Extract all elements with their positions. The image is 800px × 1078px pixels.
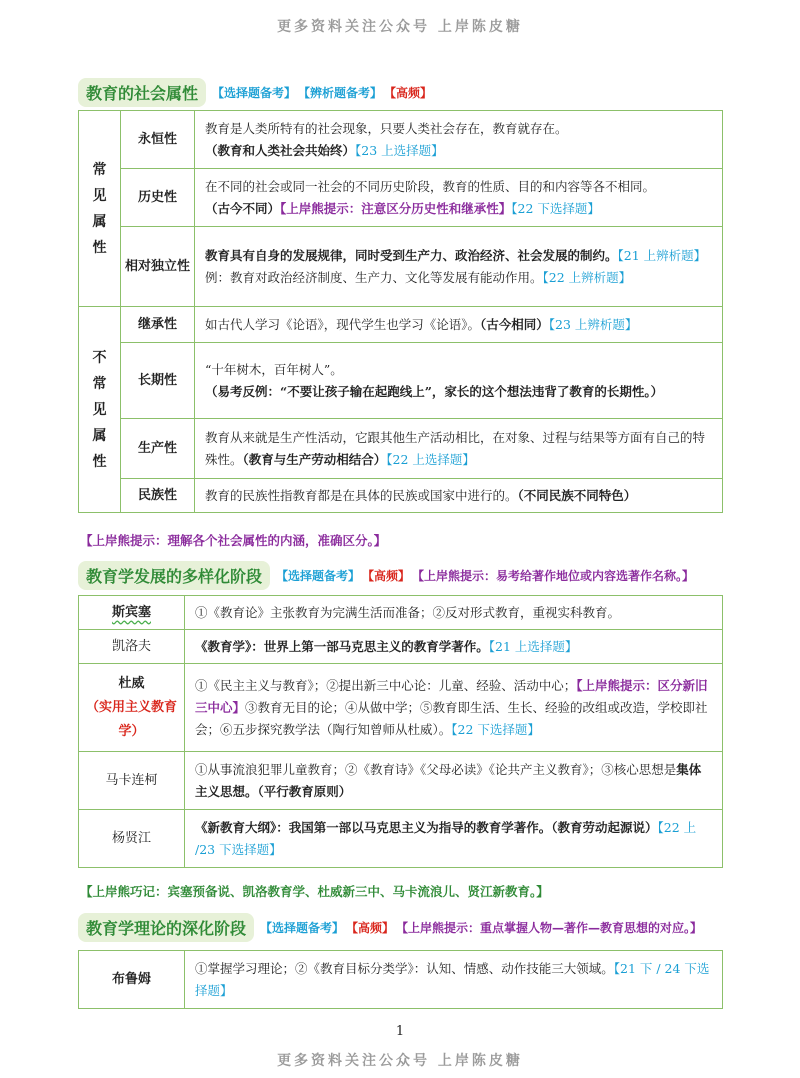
person-desc: 《教育学》：世界上第一部马克思主义的教育学著作。【21 上选择题】: [185, 630, 723, 664]
table-row: [79, 596, 723, 630]
person-name: 杨贤江: [79, 810, 185, 868]
table-row: [79, 664, 723, 752]
tag-tip: 【上岸熊提示：重点掌握人物—著作—教育思想的对应。】: [396, 921, 703, 935]
table-row: [79, 951, 723, 1009]
category-uncommon: 不 常 见 属 性: [79, 307, 121, 513]
attr-desc: 教育的民族性指教育都是在具体的民族或国家中进行的。（不同民族不同特色）: [195, 479, 723, 513]
table-row: [79, 810, 723, 868]
section-diversification-header: [78, 561, 696, 590]
section-social-attributes-header: [78, 78, 434, 107]
attr-desc: 教育具有自身的发展规律，同时受到生产力、政治经济、社会发展的制约。【21 上辨析题】 例：教育对政治经济制度、生产力、文化等发展有能动作用。【22 上辨析题】: [195, 227, 723, 307]
attr-desc: “十年树木，百年树人”。 （易考反例：“不要让孩子输在起跑线上”，家长的这个想法违背了教育的长期性。）: [195, 343, 723, 419]
table-row: [79, 169, 723, 227]
tag-choice: 【选择题备考】: [260, 921, 345, 935]
person-desc: ①掌握学习理论；②《教育目标分类学》：认知、情感、动作技能三大领域。【21 下 / 24 下选择题】: [185, 951, 723, 1009]
section-deepening-header: [78, 913, 704, 942]
table-row: [79, 111, 723, 169]
tag-choice: 【选择题备考】: [276, 569, 361, 583]
table-row: [79, 307, 723, 343]
table-row: [79, 630, 723, 664]
header-banner: 更多资料关注公众号 上岸陈皮糖: [277, 19, 523, 35]
person-desc: ①从事流浪犯罪儿童教育；②《教育诗》《父母必读》《论共产主义教育》；③核心思想是集体主义思想。（平行教育原则）: [185, 752, 723, 810]
section2-note: 【上岸熊巧记：宾塞预备说、凯洛教育学、杜威新三中、马卡流浪儿、贤江新教育。】: [80, 884, 549, 899]
category-common: 常 见 属 性: [79, 111, 121, 307]
tag-high-frequency: 【高频】: [384, 86, 433, 100]
attr-name: 继承性: [121, 307, 195, 343]
attr-desc: 教育从来就是生产性活动，它跟其他生产活动相比，在对象、过程与结果等方面有自己的特殊性。（教育与生产劳动相结合）【22 上选择题】: [195, 419, 723, 479]
person-name: 杜威 （实用主义教育学）: [79, 664, 185, 752]
person-desc: 《新教育大纲》：我国第一部以马克思主义为指导的教育学著作。（教育劳动起源说）【22 上 /23 下选择题】: [185, 810, 723, 868]
table-row: [79, 343, 723, 419]
attr-desc: 如古代人学习《论语》，现代学生也学习《论语》。（古今相同）【23 上辨析题】: [195, 307, 723, 343]
table-row: [79, 752, 723, 810]
table-row: [79, 419, 723, 479]
footer-banner: 更多资料关注公众号 上岸陈皮糖: [277, 1053, 523, 1069]
table-row: [79, 479, 723, 513]
section-title: 教育学理论的深化阶段: [78, 913, 254, 942]
page-number: 1: [395, 1024, 405, 1039]
person-name: 布鲁姆: [79, 951, 185, 1009]
section1-note: 【上岸熊提示：理解各个社会属性的内涵，准确区分。】: [80, 533, 387, 548]
social-attributes-table: [78, 110, 723, 513]
person-desc: ①《教育论》主张教育为完满生活而准备；②反对形式教育，重视实科教育。: [185, 596, 723, 630]
section-title: 教育的社会属性: [78, 78, 206, 107]
person-name: 马卡连柯: [79, 752, 185, 810]
attr-desc: 在不同的社会或同一社会的不同历史阶段，教育的性质、目的和内容等各不相同。 （古今不同）【上岸熊提示：注意区分历史性和继承性】【22 下选择题】: [195, 169, 723, 227]
attr-name: 民族性: [121, 479, 195, 513]
attr-desc: 教育是人类所特有的社会现象，只要人类社会存在，教育就存在。 （教育和人类社会共始终）【23 上选择题】: [195, 111, 723, 169]
section-title: 教育学发展的多样化阶段: [78, 561, 270, 590]
tag-analysis: 【辨析题备考】: [298, 86, 383, 100]
tag-high-frequency: 【高频】: [346, 921, 395, 935]
attr-name: 长期性: [121, 343, 195, 419]
diversification-table: [78, 595, 723, 868]
table-row: [79, 227, 723, 307]
person-name: 凯洛夫: [79, 630, 185, 664]
attr-name: 永恒性: [121, 111, 195, 169]
person-name: 斯宾塞: [79, 596, 185, 630]
deepening-table: [78, 950, 723, 1009]
tag-choice: 【选择题备考】: [212, 86, 297, 100]
attr-name: 历史性: [121, 169, 195, 227]
attr-name: 生产性: [121, 419, 195, 479]
person-desc: ①《民主主义与教育》；②提出新三中心论：儿童、经验、活动中心；【上岸熊提示：区分新旧三中心】③教育无目的论；④从做中学；⑤教育即生活、生长、经验的改组或改造，学校即社会；⑥五步探究教学法（陶行知曾师从杜威）。【22 下选择题】: [185, 664, 723, 752]
tag-high-frequency: 【高频】: [362, 569, 411, 583]
attr-name: 相对独立性: [121, 227, 195, 307]
tag-tip: 【上岸熊提示：易考给著作地位或内容选著作名称。】: [412, 569, 695, 583]
